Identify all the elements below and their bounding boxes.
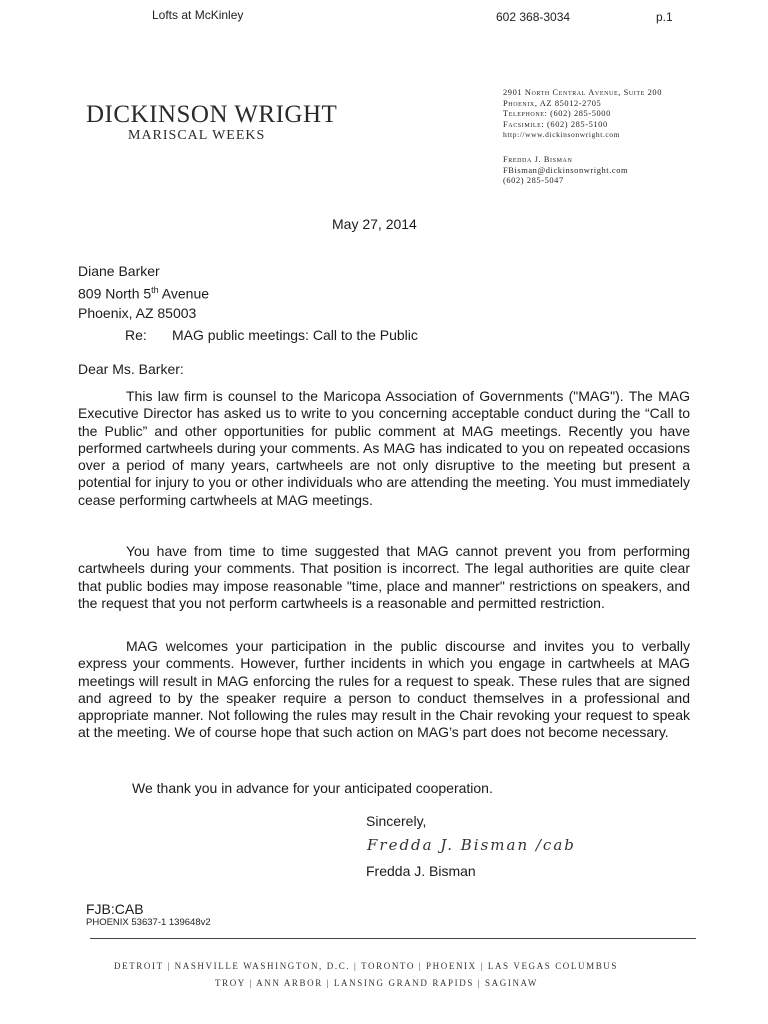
letter-date: May 27, 2014 bbox=[332, 216, 417, 232]
recipient-address bbox=[78, 262, 209, 323]
body-paragraph-4: We thank you in advance for your anticipated cooperation. bbox=[132, 780, 493, 796]
footer-divider bbox=[90, 938, 696, 939]
footer-offices-line1: DETROIT | NASHVILLE WASHINGTON, D.C. | TORONTO | PHOENIX | LAS VEGAS COLUMBUS bbox=[114, 961, 619, 971]
fax-header-phone: 602 368-3034 bbox=[496, 10, 571, 24]
fax-header-page: p.1 bbox=[656, 10, 673, 24]
salutation: Dear Ms. Barker: bbox=[78, 361, 184, 377]
firm-telephone: Telephone: (602) 285-5000 bbox=[503, 109, 611, 119]
author-phone: (602) 285-5047 bbox=[503, 176, 564, 186]
firm-logo-sub: MARISCAL WEEKS bbox=[128, 128, 266, 143]
recipient-street: 809 North 5th Avenue bbox=[78, 285, 210, 302]
re-label: Re: bbox=[125, 327, 147, 343]
firm-address bbox=[503, 88, 662, 141]
re-subject: MAG public meetings: Call to the Public bbox=[172, 327, 418, 343]
firm-logo-main: DICKINSON WRIGHT bbox=[86, 101, 338, 128]
fax-header-sender: Lofts at McKinley bbox=[152, 8, 244, 22]
author-block bbox=[503, 155, 628, 187]
document-reference: PHOENIX 53637-1 139648v2 bbox=[86, 917, 211, 928]
body-paragraph-3: MAG welcomes your participation in the public discourse and invites you to verbally express your comments. However, further incidents in which you engage in cartwheels at MAG meetings will result in MAG enforcing the rules for a request to speak. These rules that are signed and agreed to by the speaker require a person to conduct themselves in a professional and appropriate manner. Not following the rules may result in the Chair revoking your request to speak at the meeting. We of course hope that such action on MAG’s part does not become necessary. bbox=[78, 638, 690, 741]
body-paragraph-2: You have from time to time suggested that MAG cannot prevent you from performing cartwheels during your comments. That position is incorrect. The legal authorities are quite clear that public bodies may impose reasonable "time, place and manner" restrictions on speakers, and the request that you not perform cartwheels is a reasonable and permitted restriction. bbox=[78, 543, 690, 611]
signer-name: Fredda J. Bisman bbox=[366, 863, 476, 879]
author-name: Fredda J. Bisman bbox=[503, 155, 573, 164]
firm-website: http://www.dickinsonwright.com bbox=[503, 130, 621, 140]
firm-facsimile: Facsimile: (602) 285-5100 bbox=[503, 119, 608, 129]
firm-city: Phoenix, AZ 85012-2705 bbox=[503, 98, 602, 108]
recipient-city: Phoenix, AZ 85003 bbox=[78, 304, 197, 321]
firm-street: 2901 North Central Avenue, Suite 200 bbox=[503, 88, 662, 97]
body-paragraph-1: This law firm is counsel to the Maricopa Association of Governments ("MAG"). The MAG Executive Director has asked us to write to you concerning acceptable conduct during the “Call to the Public” and other opportunities for public comment at MAG meetings. Recently you have performed cartwheels during your comments. As MAG has indicated to you on repeated occasions over a period of many years, cartwheels are not only disruptive to the meeting but present a potential for injury to you or other individuals who are attending the meeting. You must immediately cease performing cartwheels at MAG meetings. bbox=[78, 388, 690, 508]
recipient-name: Diane Barker bbox=[78, 263, 160, 279]
author-email: FBisman@dickinsonwright.com bbox=[503, 165, 629, 175]
footer-offices-line2: TROY | ANN ARBOR | LANSING GRAND RAPIDS | SAGINAW bbox=[215, 978, 539, 988]
handwritten-signature: Fredda J. Bisman /cab bbox=[367, 836, 576, 854]
closing: Sincerely, bbox=[366, 813, 427, 829]
typist-initials: FJB:CAB bbox=[86, 901, 144, 917]
